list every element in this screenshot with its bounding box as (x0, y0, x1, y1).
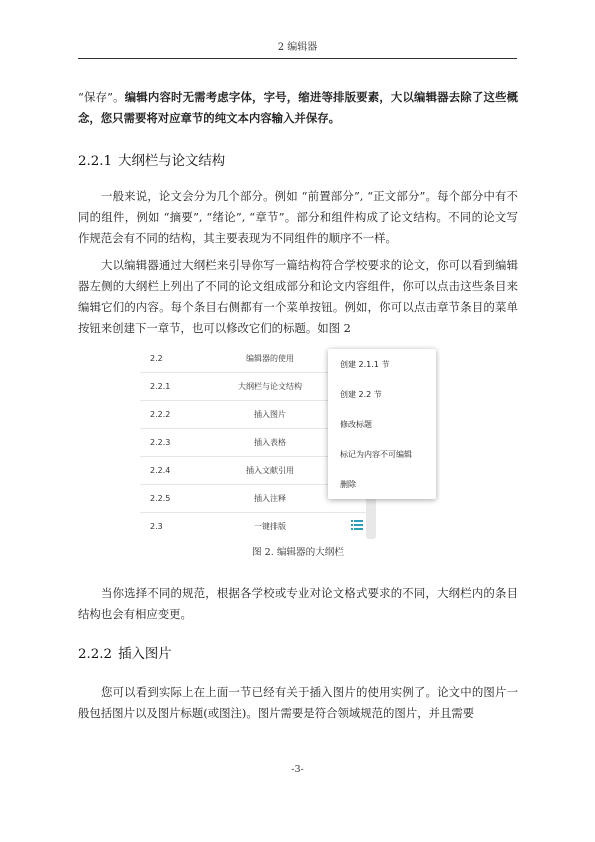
context-menu (328, 349, 436, 499)
outline-row-number: 2.2.2 (150, 410, 171, 419)
outline-row-title: 大纲栏与论文结构 (238, 382, 302, 391)
section-heading-2-2-1 (78, 150, 225, 169)
page-number: -3- (291, 764, 304, 775)
outline-row[interactable] (140, 513, 370, 539)
outline-row-title: 插入表格 (254, 438, 286, 447)
section-heading-2-2-2 (78, 643, 172, 662)
outline-row-title: 编辑器的使用 (246, 354, 294, 363)
menu-item-create-subsection[interactable]: 创建 2.1.1 节 (340, 359, 390, 369)
outline-row-number: 2.2.3 (150, 438, 171, 447)
intro-paragraph (78, 87, 518, 129)
outline-bar-figure (140, 345, 440, 539)
menu-item-lock-content[interactable]: 标记为内容不可编辑 (340, 449, 412, 459)
paragraph-structure: 一般来说，论文会分为几个部分。例如 “前置部分”, “正文部分”。每个部分中有不同的组件，例如 “摘要”, “绪论”, “章节”。部分和组件构成了论文结构。不同的论文写作规范会有不同的结构，其主要表现为不同组件的顺序不一样。 (78, 189, 518, 245)
outline-row-title: 插入文献引用 (246, 466, 294, 475)
scrollbar[interactable] (366, 495, 376, 539)
outline-row-number: 2.2.4 (150, 466, 171, 475)
section-number: 2.2.2 (78, 647, 113, 662)
paragraph-after-figure: 当你选择不同的规范，根据各学校或专业对论文格式要求的不同，大纲栏内的条目结构也会有相应变更。 (78, 586, 518, 621)
paragraph-insert-image: 您可以看到实际上在上面一节已经有关于插入图片的使用实例了。论文中的图片一般包括图片以及图片标题(或图注)。图片需要是符合领域规范的图片，并且需要 (78, 685, 518, 720)
outline-row-title: 插入注释 (254, 494, 286, 503)
figure-caption: 图 2. 编辑器的大纲栏 (251, 547, 344, 558)
outline-row-number: 2.2.5 (150, 494, 171, 503)
intro-quoted: “保存”。 (78, 90, 125, 104)
section-title: 插入图片 (118, 647, 172, 662)
outline-row-number: 2.3 (150, 522, 163, 531)
section-title: 大纲栏与论文结构 (118, 154, 226, 169)
running-header: 2 编辑器 (78, 38, 517, 59)
outline-row-number: 2.2 (150, 354, 163, 363)
list-menu-icon-glyph (351, 520, 363, 530)
outline-row-title: 插入图片 (254, 410, 286, 419)
outline-row-number: 2.2.1 (150, 382, 171, 391)
menu-item-delete[interactable]: 删除 (340, 479, 356, 489)
section-number: 2.2.1 (78, 154, 113, 169)
paragraph-outline-bar: 大以编辑器通过大纲栏来引导你写一篇结构符合学校要求的论文，你可以看到编辑器左侧的大纲栏上列出了不同的论文组成部分和论文内容组件，你可以点击这些条目来编辑它们的内容。每个条目右侧都有一个菜单按钮。例如，你可以点击章节条目的菜单按钮来创建下一章节，也可以修改它们的标题。如图 2 (78, 258, 518, 335)
outline-row-title: 一键排版 (254, 522, 286, 531)
menu-item-rename[interactable]: 修改标题 (340, 419, 372, 429)
menu-item-create-section[interactable]: 创建 2.2 节 (340, 389, 382, 399)
intro-bold-text: 编辑内容时无需考虑字体，字号，缩进等排版要素，大以编辑器去除了这些概念，您只需要将对应章节的纯文本内容输入并保存。 (78, 90, 518, 125)
